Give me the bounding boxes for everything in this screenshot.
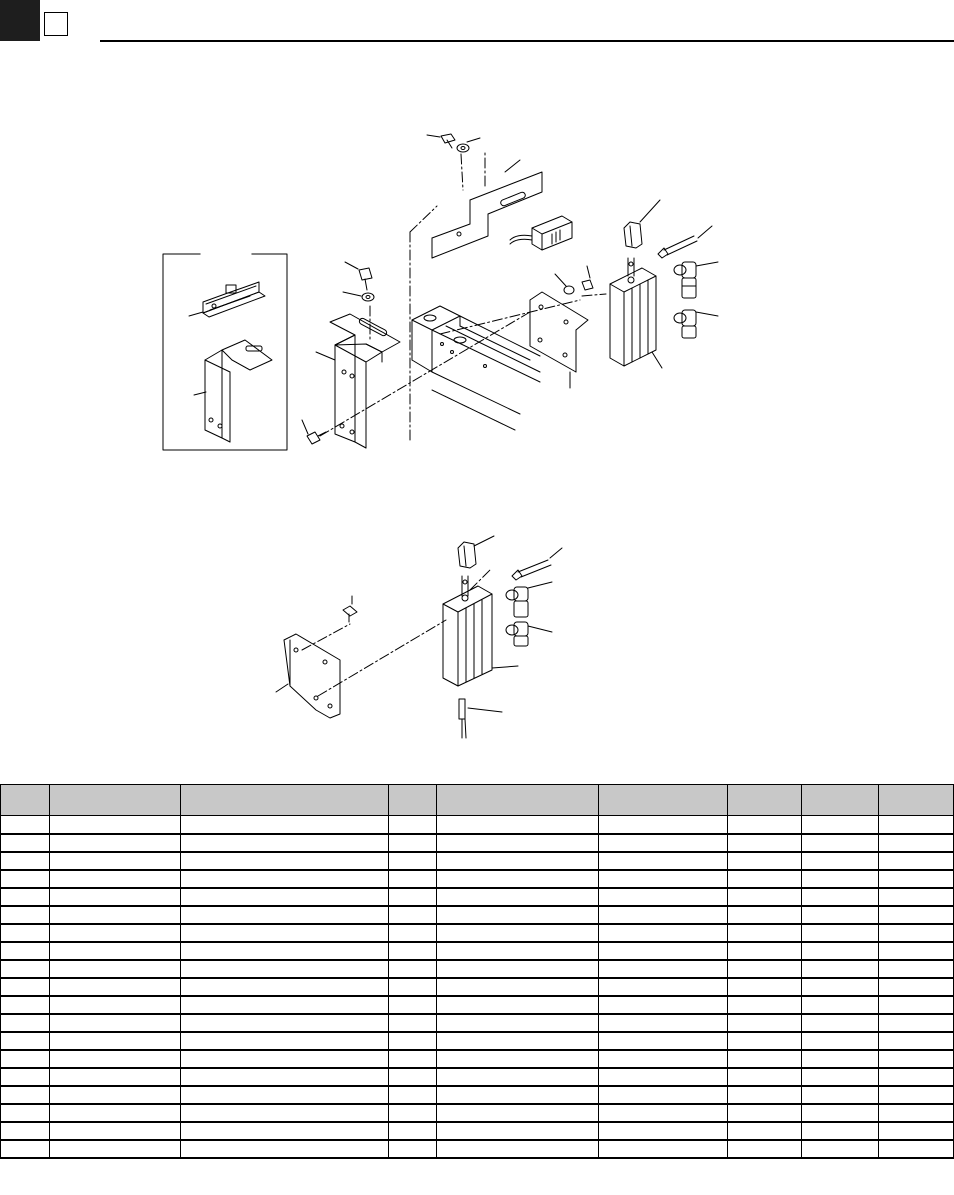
table-cell	[599, 942, 728, 960]
table-row	[1, 834, 954, 852]
table-cell	[50, 852, 181, 870]
table-cell	[50, 1050, 181, 1068]
table-row	[1, 816, 954, 834]
table-cell	[802, 1050, 879, 1068]
inset-slotted-plate	[203, 282, 265, 317]
col-header-8	[802, 785, 879, 816]
table-cell	[802, 978, 879, 996]
table-row	[1, 852, 954, 870]
top-screw	[441, 134, 469, 152]
table-cell	[599, 1068, 728, 1086]
table-cell	[879, 924, 954, 942]
table-cell	[1, 1068, 50, 1086]
table-cell	[389, 870, 437, 888]
table-cell	[50, 1032, 181, 1050]
table-cell	[879, 978, 954, 996]
table-cell	[728, 978, 802, 996]
table-row	[1, 870, 954, 888]
table-cell	[599, 906, 728, 924]
table-cell	[599, 1014, 728, 1032]
table-cell	[879, 1068, 954, 1086]
table-row	[1, 1068, 954, 1086]
table-cell	[802, 888, 879, 906]
table-cell	[389, 1086, 437, 1104]
elbow-fitting-2a	[506, 587, 528, 617]
table-cell	[599, 1122, 728, 1140]
table-cell	[599, 1086, 728, 1104]
table-cell	[599, 834, 728, 852]
table-cell	[879, 906, 954, 924]
table-cell	[181, 1104, 389, 1122]
table-cell	[802, 942, 879, 960]
table-cell	[389, 888, 437, 906]
table-cell	[599, 1050, 728, 1068]
table-cell	[879, 1140, 954, 1158]
table-cell	[879, 870, 954, 888]
table-cell	[181, 906, 389, 924]
table-cell	[879, 834, 954, 852]
table-cell	[50, 960, 181, 978]
table-cell	[599, 978, 728, 996]
table-cell	[389, 996, 437, 1014]
table-cell	[50, 1068, 181, 1086]
table-cell	[50, 1122, 181, 1140]
table-cell	[181, 960, 389, 978]
table-cell	[437, 1050, 599, 1068]
table-cell	[437, 816, 599, 834]
table-cell	[389, 1050, 437, 1068]
table-cell	[728, 942, 802, 960]
table-cell	[879, 888, 954, 906]
table-cell	[181, 996, 389, 1014]
table-cell	[437, 996, 599, 1014]
table-cell	[599, 1140, 728, 1158]
inset-l-bracket	[205, 340, 272, 442]
parts-list-table	[0, 784, 954, 1159]
table-cell	[437, 888, 599, 906]
table-cell	[181, 870, 389, 888]
table-cell	[181, 1032, 389, 1050]
figure-2-assembly	[276, 536, 562, 738]
table-cell	[599, 870, 728, 888]
table-cell	[728, 924, 802, 942]
table-cell	[437, 1086, 599, 1104]
table-cell	[728, 870, 802, 888]
table-cell	[389, 816, 437, 834]
table-cell	[728, 1140, 802, 1158]
table-cell	[181, 1122, 389, 1140]
table-cell	[802, 1014, 879, 1032]
table-cell	[879, 942, 954, 960]
table-cell	[879, 852, 954, 870]
table-row	[1, 888, 954, 906]
table-cell	[599, 816, 728, 834]
table-cell	[1, 906, 50, 924]
sensor-bracket-plate	[432, 172, 542, 258]
table-cell	[728, 834, 802, 852]
col-header-part-no	[50, 785, 181, 816]
table-cell	[728, 906, 802, 924]
table-cell	[802, 1068, 879, 1086]
table-cell	[1, 1050, 50, 1068]
table-cell	[1, 1140, 50, 1158]
table-cell	[1, 924, 50, 942]
table-cell	[728, 852, 802, 870]
table-cell	[802, 996, 879, 1014]
elbow-fitting-top	[674, 262, 696, 298]
table-cell	[181, 924, 389, 942]
table-row	[1, 1140, 954, 1158]
col-header-description	[181, 785, 389, 816]
table-cell	[181, 834, 389, 852]
table-cell	[879, 1014, 954, 1032]
table-cell	[50, 816, 181, 834]
table-cell	[437, 978, 599, 996]
table-cell	[1, 978, 50, 996]
table-row	[1, 924, 954, 942]
table-cell	[50, 996, 181, 1014]
proximity-sensor	[510, 216, 572, 250]
table-cell	[181, 1086, 389, 1104]
table-cell	[728, 1068, 802, 1086]
table-cell	[728, 1104, 802, 1122]
table-cell	[1, 960, 50, 978]
col-header-qty	[389, 785, 437, 816]
table-cell	[437, 906, 599, 924]
table-cell	[437, 834, 599, 852]
table-cell	[389, 1014, 437, 1032]
table-cell	[389, 960, 437, 978]
table-row	[1, 942, 954, 960]
rail-beam	[412, 306, 540, 430]
table-cell	[879, 1050, 954, 1068]
table-cell	[1, 1032, 50, 1050]
table-row	[1, 1032, 954, 1050]
table-row	[1, 1104, 954, 1122]
table-cell	[599, 996, 728, 1014]
table-cell	[389, 942, 437, 960]
table-cell	[437, 1032, 599, 1050]
table-cell	[181, 888, 389, 906]
table-cell	[599, 960, 728, 978]
elbow-fitting-2b	[506, 622, 528, 646]
table-cell	[181, 1140, 389, 1158]
table-cell	[599, 924, 728, 942]
table-cell	[437, 1068, 599, 1086]
table-cell	[599, 888, 728, 906]
table-cell	[50, 1104, 181, 1122]
screw-d	[343, 606, 357, 622]
table-cell	[1, 1122, 50, 1140]
table-cell	[1, 834, 50, 852]
table-row	[1, 906, 954, 924]
table-cell	[389, 1104, 437, 1122]
col-header-no	[1, 785, 50, 816]
leader	[194, 392, 206, 395]
table-cell	[437, 1140, 599, 1158]
table-cell	[181, 852, 389, 870]
table-cell	[802, 1122, 879, 1140]
screw-b	[307, 432, 326, 444]
table-cell	[389, 1068, 437, 1086]
table-cell	[389, 1122, 437, 1140]
table-cell	[802, 906, 879, 924]
air-cylinder	[610, 258, 656, 366]
table-cell	[1, 870, 50, 888]
table-cell	[437, 1104, 599, 1122]
table-cell	[879, 1122, 954, 1140]
col-header-6	[599, 785, 728, 816]
elbow-fitting-bottom	[674, 310, 696, 338]
table-cell	[879, 816, 954, 834]
table-cell	[1, 1014, 50, 1032]
table-cell	[50, 942, 181, 960]
table-cell	[437, 1122, 599, 1140]
table-row	[1, 960, 954, 978]
cylinder-bolt-2	[512, 560, 551, 580]
table-cell	[728, 1086, 802, 1104]
table-cell	[1, 996, 50, 1014]
table-cell	[599, 1104, 728, 1122]
table-cell	[879, 960, 954, 978]
table-cell	[802, 1032, 879, 1050]
table-row	[1, 1014, 954, 1032]
table-cell	[728, 888, 802, 906]
table-cell	[181, 1050, 389, 1068]
table-cell	[728, 1014, 802, 1032]
figure-1-assembly	[163, 134, 718, 450]
table-cell	[181, 978, 389, 996]
table-cell	[1, 852, 50, 870]
table-cell	[437, 960, 599, 978]
table-cell	[181, 816, 389, 834]
table-cell	[50, 906, 181, 924]
table-row	[1, 1122, 954, 1140]
table-cell	[50, 1086, 181, 1104]
table-cell	[50, 978, 181, 996]
table-cell	[389, 1140, 437, 1158]
table-cell	[802, 924, 879, 942]
table-row	[1, 978, 954, 996]
table-cell	[728, 816, 802, 834]
table-cell	[879, 1032, 954, 1050]
table-cell	[1, 888, 50, 906]
table-cell	[389, 1032, 437, 1050]
inset-frame	[163, 254, 287, 450]
table-cell	[599, 1032, 728, 1050]
table-cell	[437, 942, 599, 960]
table-cell	[802, 1140, 879, 1158]
table-cell	[728, 960, 802, 978]
table-cell	[50, 834, 181, 852]
table-cell	[437, 924, 599, 942]
cylinder-mount-plate	[530, 292, 588, 372]
table-cell	[389, 906, 437, 924]
table-cell	[437, 870, 599, 888]
col-header-remarks	[437, 785, 599, 816]
table-cell	[802, 816, 879, 834]
table-cell	[879, 1104, 954, 1122]
table-cell	[802, 1086, 879, 1104]
cylinder-bolt	[658, 236, 697, 258]
col-header-7	[728, 785, 802, 816]
screw-c	[564, 280, 593, 294]
table-cell	[50, 1140, 181, 1158]
table-cell	[879, 1086, 954, 1104]
table-row	[1, 996, 954, 1014]
table-cell	[802, 1104, 879, 1122]
table-cell	[802, 834, 879, 852]
cylinder-cap-nut	[624, 222, 642, 248]
table-cell	[50, 870, 181, 888]
table-cell	[50, 888, 181, 906]
table-cell	[1, 1104, 50, 1122]
table-cell	[1, 942, 50, 960]
table-cell	[50, 924, 181, 942]
table-cell	[181, 1068, 389, 1086]
table-row	[1, 1050, 954, 1068]
table-row	[1, 1086, 954, 1104]
air-cylinder-2	[443, 576, 492, 686]
table-cell	[389, 924, 437, 942]
table-cell	[599, 852, 728, 870]
leader	[189, 312, 203, 316]
parts-table-head	[1, 785, 954, 816]
table-cell	[728, 1032, 802, 1050]
table-cell	[181, 1014, 389, 1032]
table-cell	[802, 960, 879, 978]
table-cell	[389, 852, 437, 870]
table-cell	[389, 834, 437, 852]
table-cell	[879, 996, 954, 1014]
table-cell	[437, 852, 599, 870]
table-cell	[728, 1050, 802, 1068]
reed-switch	[459, 699, 466, 738]
table-cell	[802, 852, 879, 870]
table-cell	[1, 1086, 50, 1104]
table-cell	[1, 816, 50, 834]
table-cell	[728, 1122, 802, 1140]
mount-plate-2	[284, 634, 340, 718]
table-cell	[728, 996, 802, 1014]
table-cell	[389, 978, 437, 996]
cylinder-cap-nut-2	[458, 542, 476, 568]
l-mounting-bracket	[330, 314, 400, 448]
parts-table-body	[1, 816, 954, 1158]
table-cell	[437, 1014, 599, 1032]
col-header-9	[879, 785, 954, 816]
table-cell	[50, 1014, 181, 1032]
table-cell	[802, 870, 879, 888]
table-cell	[181, 942, 389, 960]
